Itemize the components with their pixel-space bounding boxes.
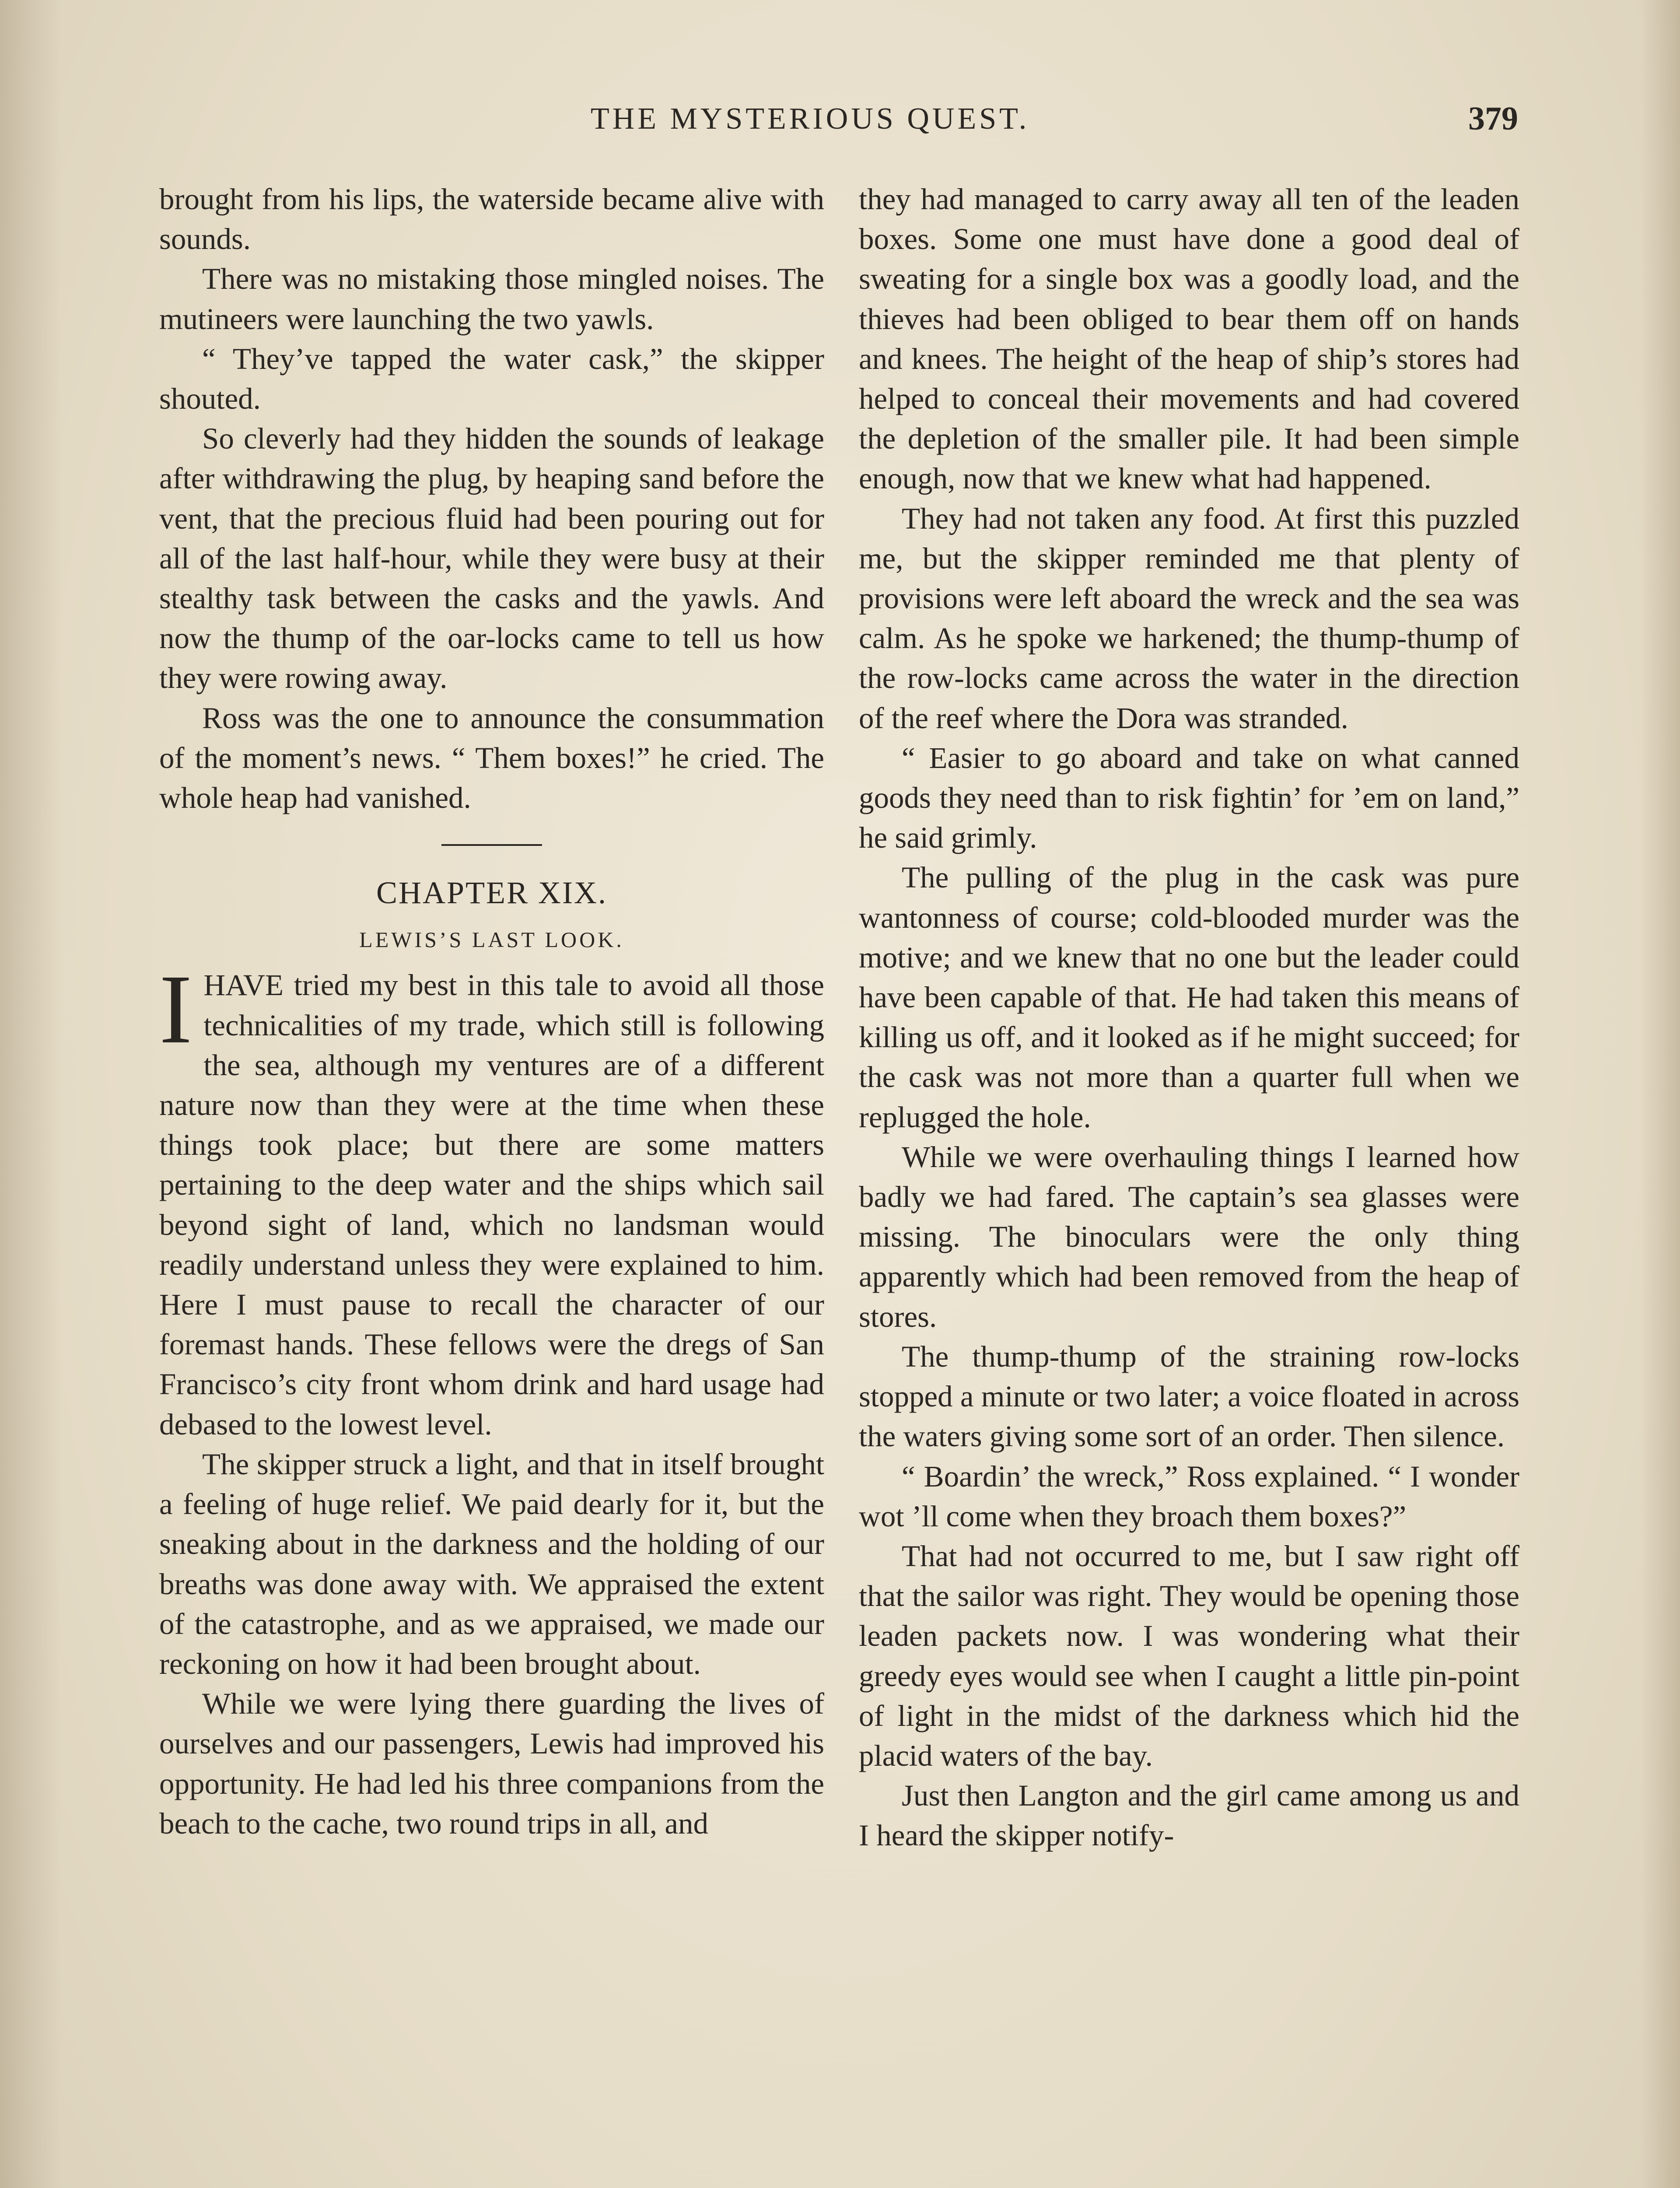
page-edge-shadow <box>0 0 61 2188</box>
paragraph: So cleverly had they hidden the sounds of leakage after withdrawing the plug, by heaping sand before the vent, that the precious fluid had been pouring out for all of the last half-hour, while they were busy at their stealthy task between the casks and the yawls. And now the thump of the oar-locks came to tell us how they were rowing away. <box>159 422 824 695</box>
paragraph: That had not occurred to me, but I saw right off that the sailor was right. They would be opening those leaden packets now. I was wondering what their greedy eyes would see when I caught a little pin-point of light in the midst of the darkness which hid the placid waters of the bay. <box>859 1539 1519 1772</box>
paragraph: While we were overhauling things I learned how badly we had fared. The captain’s sea glasses were missing. The binoculars were the only thing apparently which had been removed from the heap of stores. <box>859 1140 1519 1333</box>
chapter-title: CHAPTER XIX. <box>376 875 607 911</box>
right-column <box>859 179 1519 1856</box>
paragraph: “ Easier to go aboard and take on what canned goods they need than to risk fightin’ for ’em on land,” he said grimly. <box>859 741 1519 855</box>
section-divider <box>441 844 542 846</box>
drop-cap: I <box>159 954 192 1064</box>
paragraph: The skipper struck a light, and that in itself brought a feeling of huge relief. We paid dearly for it, but the sneaking about in the darkness and the holding of our breaths was done away with. We appraised the extent of the catastrophe, and as we appraised, we made our reckoning on how it had been brought about. <box>159 1447 824 1680</box>
paragraph: While we were lying there guarding the lives of ourselves and our passengers, Lewis had improved his opportunity. He had led his three companions from the beach to the cache, two round trips in all, and <box>159 1687 824 1840</box>
chapter-subtitle: LEWIS’S LAST LOOK. <box>359 927 624 952</box>
paragraph: The pulling of the plug in the cask was pure wantonness of course; cold-blooded murder was the motive; and we knew that no one but the leader could have been capable of that. He had taken this means of killing us off, and it looked as if he might succeed; for the cask was not more than a quarter full when we replugged the hole. <box>859 861 1519 1134</box>
paragraph: they had managed to carry away all ten of the leaden boxes. Some one must have done a good deal of sweating for a single box was a goodly load, and the thieves had been obliged to bear them off on hands and knees. The height of the heap of ship’s stores had helped to conceal their movements and had covered the depletion of the smaller pile. It had been simple enough, now that we knew what had happened. <box>859 182 1519 495</box>
page-edge-right <box>1641 0 1680 2188</box>
paragraph: The thump-thump of the straining row-locks stopped a minute or two later; a voice floated in across the waters giving some sort of an order. Then silence. <box>859 1339 1519 1453</box>
paragraph: brought from his lips, the waterside became alive with sounds. <box>159 182 824 256</box>
opening-paragraph <box>159 954 824 1444</box>
paragraph: There was no mistaking those mingled noises. The mutineers were launching the two yawls. <box>159 262 824 336</box>
paragraph: They had not taken any food. At first this puzzled me, but the skipper reminded me that plenty of provisions were left aboard the wreck and the sea was calm. As he spoke we harkened; the thump-thump of the row-locks came across the water in the direction of the reef where the Dora was stranded. <box>859 501 1519 735</box>
running-title: THE MYSTERIOUS QUEST. <box>591 102 1030 136</box>
running-header <box>162 102 1518 141</box>
paragraph: Just then Langton and the girl came among us and I heard the skipper notify- <box>859 1779 1519 1852</box>
page-number: 379 <box>1468 100 1518 137</box>
paragraph: Ross was the one to announce the consummation of the moment’s news. “ Them boxes!” he cried. The whole heap had vanished. <box>159 701 824 815</box>
left-column <box>159 179 824 1844</box>
paragraph: “ They’ve tapped the water cask,” the skipper shouted. <box>159 342 824 416</box>
opening-paragraph-text: HAVE tried my best in this tale to avoid all those technicalities of my trade, which still is following the sea, although my ventures are of a different nature now than they were at the time when these things took place; but there are some matters pertaining to the deep water and the ships which sail beyond sight of land, which no landsman would readily understand unless they were explained to him. Here I must pause to recall the character of our foremast hands. These fellows were the dregs of San Francisco’s city front whom drink and hard usage had debased to the lowest level. <box>159 968 824 1441</box>
paragraph: “ Boardin’ the wreck,” Ross explained. “ I wonder wot ’ll come when they broach them boxes?” <box>859 1459 1519 1533</box>
